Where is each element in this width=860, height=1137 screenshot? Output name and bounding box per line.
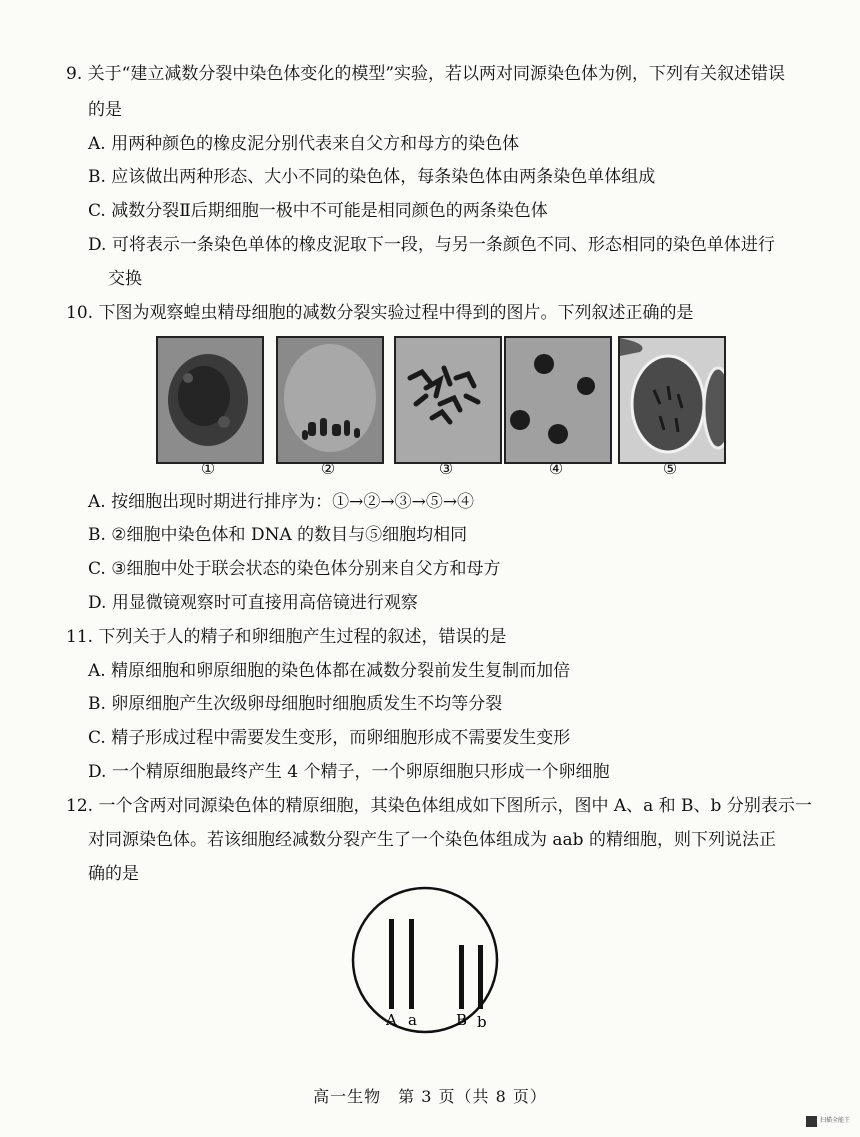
q11-option-d: D. 一个精原细胞最终产生 4 个精子，一个卵原细胞只形成一个卵细胞 [88,762,610,782]
chromosome-diagram [350,885,500,1035]
q11-option-b: B. 卵原细胞产生次级卵母细胞时细胞质发生不均等分裂 [88,694,503,714]
q9-option-d-line2: 交换 [108,269,142,289]
chromosome-b [478,945,483,1009]
micrograph-1-caption: ① [200,459,216,478]
q12-stem-line3: 确的是 [88,864,139,884]
q10-stem: 10. 下图为观察蝗虫精母细胞的减数分裂实验过程中得到的图片。下列叙述正确的是 [66,303,694,323]
q12-stem-line1: 12. 一个含两对同源染色体的精原细胞，其染色体组成如下图所示，图中 A、a 和 B、b 分别表示一 [66,796,812,816]
q9-stem-line1: 9. 关于“建立减数分裂中染色体变化的模型”实验，若以两对同源染色体为例，下列有关叙述错误 [66,64,786,84]
q11-option-a: A. 精原细胞和卵原细胞的染色体都在减数分裂前发生复制而加倍 [88,661,571,681]
q9-option-b: B. 应该做出两种形态、大小不同的染色体，每条染色体由两条染色单体组成 [88,167,656,187]
q10-option-d: D. 用显微镜观察时可直接用高倍镜进行观察 [88,593,418,613]
label-b: b [477,1013,487,1031]
chromosome-B [459,945,464,1009]
micrograph-2-caption: ② [320,459,336,478]
qr-icon [806,1116,817,1127]
q9-option-c: C. 减数分裂Ⅱ后期细胞一极中不可能是相同颜色的两条染色体 [88,201,548,221]
micrograph-strip [156,336,716,476]
micrograph-1 [156,336,264,464]
label-B: B [456,1011,468,1029]
q9-option-d-line1: D. 可将表示一条染色单体的橡皮泥取下一段，与另一条颜色不同、形态相同的染色单体进行 [88,235,775,255]
micrograph-4-caption: ④ [548,459,564,478]
cell-outline [353,888,497,1032]
micrograph-4 [504,336,612,464]
chromosome-a [409,919,414,1009]
q11-stem: 11. 下列关于人的精子和卵细胞产生过程的叙述，错误的是 [66,627,507,647]
micrograph-3-caption: ③ [438,459,454,478]
q10-option-a: A. 按细胞出现时期进行排序为：①→②→③→⑤→④ [88,492,475,512]
label-a: a [408,1011,417,1029]
micrograph-2 [276,336,384,464]
page-footer: 高一生物 第 3 页（共 8 页） [313,1087,547,1106]
q11-option-c: C. 精子形成过程中需要发生变形，而卵细胞形成不需要发生变形 [88,728,571,748]
label-A: A [386,1011,397,1029]
scanner-watermark: 扫描全能王 [820,1117,851,1124]
chromosome-A [389,919,394,1009]
q10-option-b: B. ②细胞中染色体和 DNA 的数目与⑤细胞均相同 [88,525,468,545]
q12-stem-line2: 对同源染色体。若该细胞经减数分裂产生了一个染色体组成为 aab 的精细胞，则下列说法正 [88,830,776,850]
micrograph-5-caption: ⑤ [662,459,678,478]
micrograph-5 [618,336,726,464]
q9-option-a: A. 用两种颜色的橡皮泥分别代表来自父方和母方的染色体 [88,134,520,154]
micrograph-3 [394,336,502,464]
q9-stem-line2: 的是 [88,100,122,120]
q10-option-c: C. ③细胞中处于联会状态的染色体分别来自父方和母方 [88,559,501,579]
